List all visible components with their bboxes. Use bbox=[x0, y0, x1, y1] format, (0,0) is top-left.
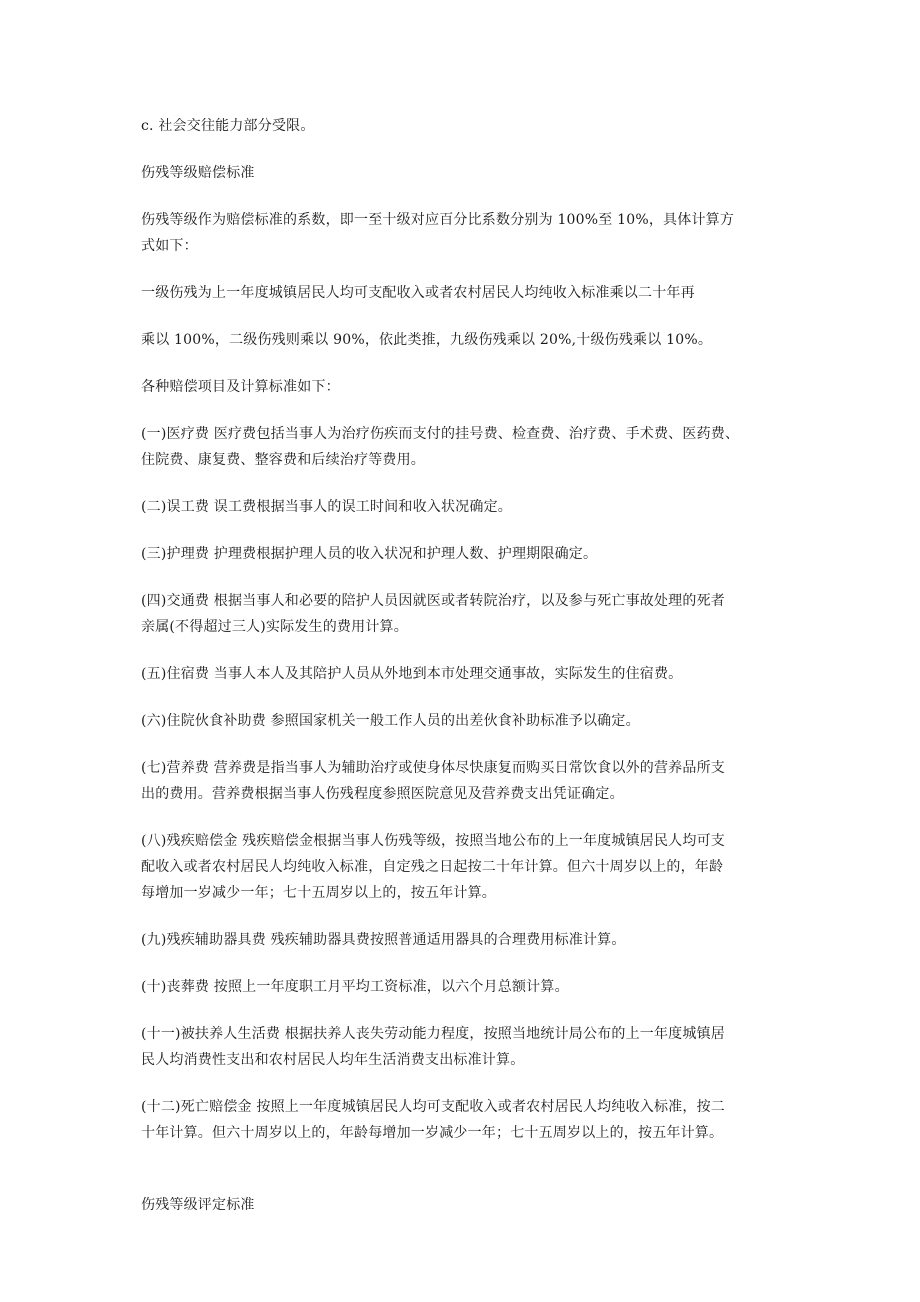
text-line: (九)残疾辅助器具费 残疾辅助器具费按照普通适用器具的合理费用标准计算。 bbox=[141, 932, 626, 948]
text-line: 式如下： bbox=[141, 238, 198, 254]
text-line: (七)营养费 营养费是指当事人为辅助治疗或使身体尽快康复而购买日常饮食以外的营养品所支 bbox=[141, 760, 725, 776]
text-line: 伤残等级赔偿标准 bbox=[141, 165, 255, 181]
heading-assessment-standard bbox=[141, 1192, 796, 1218]
text-line: (一)医疗费 医疗费包括当事人为治疗伤疾而支付的挂号费、检查费、治疗费、手术费、医药费、 bbox=[141, 426, 740, 442]
text-line: (二)误工费 误工费根据当事人的误工时间和收入状况确定。 bbox=[141, 499, 512, 515]
text-line: 乘以 100%，二级伤残则乘以 90%，依此类推，九级伤残乘以 20%,十级伤残乘以 10%。 bbox=[141, 332, 713, 348]
text-line: 一级伤残为上一年度城镇居民人均可支配收入或者农村居民人均纯收入标准乘以二十年再 bbox=[141, 285, 695, 301]
text-line: (十)丧葬费 按照上一年度职工月平均工资标准，以六个月总额计算。 bbox=[141, 979, 569, 995]
paragraph-coefficient bbox=[141, 207, 796, 259]
paragraph-social-ability bbox=[141, 113, 796, 139]
text-line: (五)住宿费 当事人本人及其陪护人员从外地到本市处理交通事故，实际发生的住宿费。 bbox=[141, 666, 683, 682]
text-line: 住院费、康复费、整容费和后续治疗等费用。 bbox=[141, 452, 425, 468]
item-assistive-device-fee bbox=[141, 927, 796, 953]
text-line: (三)护理费 护理费根据护理人员的收入状况和护理人数、护理期限确定。 bbox=[141, 546, 598, 562]
item-medical-fee bbox=[141, 421, 796, 473]
paragraph-percentages bbox=[141, 327, 796, 353]
text-line: 配收入或者农村居民人均纯收入标准，自定残之日起按二十年计算。但六十周岁以上的，年龄 bbox=[141, 859, 724, 875]
text-line: (四)交通费 根据当事人和必要的陪护人员因就医或者转院治疗，以及参与死亡事故处理的死者 bbox=[141, 593, 725, 609]
text-line: 十年计算。但六十周岁以上的，年龄每增加一岁减少一年；七十五周岁以上的，按五年计算。 bbox=[141, 1125, 724, 1141]
text-line: 每增加一岁减少一年；七十五周岁以上的，按五年计算。 bbox=[141, 885, 496, 901]
text-line: 出的费用。营养费根据当事人伤残程度参照医院意见及营养费支出凭证确定。 bbox=[141, 786, 624, 802]
item-dependent-living-expense bbox=[141, 1021, 796, 1073]
text-line: (十一)被扶养人生活费 根据扶养人丧失劳动能力程度，按照当地统计局公布的上一年度城镇居 bbox=[141, 1026, 725, 1042]
item-lodging-fee bbox=[141, 661, 796, 687]
item-meal-subsidy bbox=[141, 708, 796, 734]
heading-compensation-standard bbox=[141, 160, 796, 186]
text-line: 各种赔偿项目及计算标准如下： bbox=[141, 379, 340, 395]
text-line: 亲属(不得超过三人)实际发生的费用计算。 bbox=[141, 619, 408, 635]
text-line: c. 社会交往能力部分受限。 bbox=[141, 118, 315, 134]
item-nursing-fee bbox=[141, 541, 796, 567]
item-disability-compensation bbox=[141, 828, 796, 906]
text-line: (六)住院伙食补助费 参照国家机关一般工作人员的出差伙食补助标准予以确定。 bbox=[141, 713, 640, 729]
text-line: 伤残等级评定标准 bbox=[141, 1197, 255, 1213]
item-transport-fee bbox=[141, 588, 796, 640]
paragraph-items-intro bbox=[141, 374, 796, 400]
text-line: (八)残疾赔偿金 残疾赔偿金根据当事人伤残等级，按照当地公布的上一年度城镇居民人均可支 bbox=[141, 833, 725, 849]
text-line: 伤残等级作为赔偿标准的系数，即一至十级对应百分比系数分别为 100%至 10%，具体计算方 bbox=[141, 212, 735, 228]
item-funeral-fee bbox=[141, 974, 796, 1000]
paragraph-level-one bbox=[141, 280, 796, 306]
item-nutrition-fee bbox=[141, 755, 796, 807]
text-line: 民人均消费性支出和农村居民人均年生活消费支出标准计算。 bbox=[141, 1052, 525, 1068]
text-line: (十二)死亡赔偿金 按照上一年度城镇居民人均可支配收入或者农村居民人均纯收入标准，按二 bbox=[141, 1099, 725, 1115]
document-body bbox=[141, 113, 796, 1239]
item-lost-work-fee bbox=[141, 494, 796, 520]
item-death-compensation bbox=[141, 1094, 796, 1146]
